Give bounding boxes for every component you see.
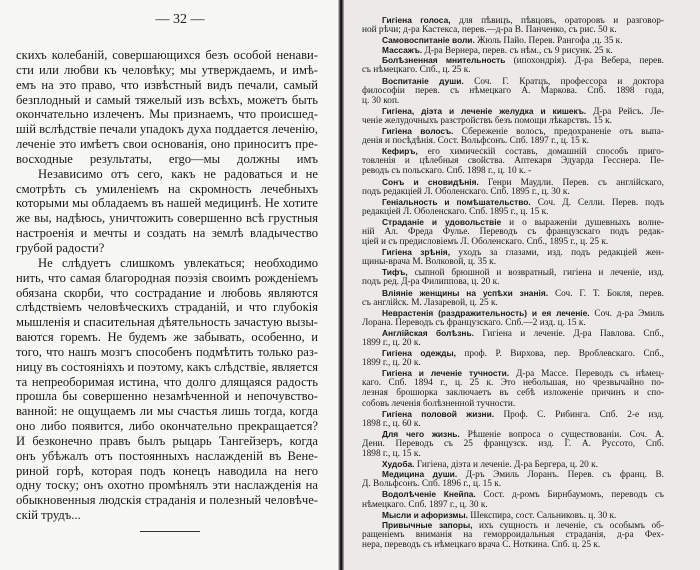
entry-line	[362, 126, 664, 136]
text-line: сти или любви къ человѣку; мы утверждаемъ, и имѣ-	[16, 62, 318, 77]
entry-line	[362, 388, 664, 398]
entry-text: каго. Спб. 1894 г., ц. 25 к. Это небольшая, но чрезвычайно по-	[362, 378, 664, 389]
text-line: восходные результаты, ergo—мы должны имъ	[16, 151, 318, 166]
entry-line	[362, 55, 664, 65]
entry-line	[362, 237, 664, 247]
entry-text: уходъ за глазами, изд. подъ редакціей жен-	[458, 248, 664, 258]
entry-title: Мысли и афоризмы.	[382, 509, 468, 520]
text-line: грубой радости?	[16, 240, 105, 255]
catalog-entry	[362, 45, 664, 55]
entry-line	[362, 318, 664, 328]
entry-line	[362, 76, 664, 86]
entry-text: Соч. Д. Селли. Перев. подъ	[537, 197, 664, 207]
entry-text: 1898 г., ц. 60 к.	[362, 418, 421, 429]
entry-line	[362, 177, 664, 187]
entry-line	[362, 217, 664, 227]
entry-line	[362, 106, 664, 116]
entry-line	[362, 419, 664, 429]
entry-text: ц. 30 коп.	[362, 95, 400, 106]
text-line: ницу въ состояніяхъ и поэтому, какъ слѣдствіе, является	[16, 359, 318, 374]
entry-text: товленія и цѣлебныя свойства. Аптекаря Эдуарда Гесснера. Пе-	[362, 156, 664, 167]
entry-title: Воспитаніе души.	[382, 75, 464, 86]
entry-line	[362, 328, 664, 338]
catalog-entry	[362, 288, 664, 308]
text-line: прошла бы совершенно незамѣченной и непочувство-	[16, 389, 318, 404]
entry-title: Гигіена волосъ.	[382, 126, 454, 137]
entry-text: ціей и съ предисловіемъ Л. Оболенскаго. Спб., 1895 г., ц. 25 к.	[362, 237, 609, 248]
entry-title: Болѣзненная мнительность	[382, 55, 506, 66]
entry-line	[362, 338, 664, 348]
entry-line	[362, 308, 664, 318]
entry-line	[362, 399, 664, 409]
text-line: емъ на это право, что извѣстный видъ печали, самый	[16, 77, 318, 92]
entry-line	[362, 409, 664, 419]
entry-text: Д-ра Рейсъ. Ле-	[593, 106, 664, 116]
text-line: настроенія и мечты и создать на землѣ владычество	[16, 226, 318, 241]
entry-text: Д. Вольфсонъ. Спб. 1896 г., ц. 15 к.	[362, 479, 502, 490]
text-line: нить, что самая благородная поэзія своимъ рожденіемъ	[16, 270, 318, 285]
text-line: ваются горемъ. Не будемъ же забывать, особенно, и	[16, 330, 318, 345]
entry-line	[362, 288, 664, 298]
text-line: одну тоску; онъ охотно промѣнялъ эти наслажденія на	[16, 478, 318, 493]
entry-line	[362, 146, 664, 156]
entry-text: (ипохондрія). Д-ра Вебера, перев.	[513, 56, 664, 66]
entry-text: ной рѣчи; д-ра Кастекса, перев.—д-ра В. Панченко, съ рис. 50 к.	[362, 25, 617, 36]
entry-title: Англійская болѣзнь.	[382, 327, 474, 338]
entry-line	[362, 298, 664, 308]
entry-text: 1899 г., ц. 20 к.	[362, 338, 421, 348]
entry-text: денія и посѣдѣнія. Сост. Вольфсонъ. Спб. 1897 г., ц. 15 к.	[362, 136, 589, 147]
entry-line	[362, 267, 664, 277]
entry-title: Гигіена зрѣнія,	[382, 247, 451, 258]
text-line: Независимо отъ сего, какъ не радоваться и не	[38, 166, 318, 181]
text-line: обязана скорби, что сострадание и любовь являются	[16, 285, 318, 300]
entry-text: съ нѣмецкаго. Спб., ц. 25 к.	[362, 65, 471, 76]
catalog-entry	[362, 106, 664, 126]
catalog-entry	[362, 308, 664, 328]
entry-line	[362, 35, 664, 45]
entry-line	[362, 227, 664, 237]
entry-text: Соч. Г. Кратцъ, профессора и доктора	[474, 76, 664, 86]
entry-line	[362, 15, 664, 25]
text-line: та непреоборимая истина, что долго длящаяся радость	[16, 374, 318, 389]
catalog-entry	[362, 217, 664, 247]
entry-text: философіи перев. съ нѣмецкаго А. Маркова. Спб. 1898 года,	[362, 85, 664, 96]
entry-text: Д-ра Массе. Переводъ съ нѣмец-	[516, 369, 664, 379]
entry-title: Водолѣченіе Кнейпа.	[382, 489, 476, 500]
entry-text: Лорана. Переводъ съ французскаго. Спб.—2 изд. ц. 15 к.	[362, 317, 586, 328]
entry-line	[362, 358, 664, 368]
entry-line	[362, 368, 664, 378]
entry-text: редакціей Л. Оболенскаго. Спб. 1895 г., ц. 15 к.	[362, 206, 549, 217]
catalog-entry	[362, 76, 664, 106]
catalog-entry	[362, 35, 664, 45]
entry-title: Гигіена половой жизни.	[382, 408, 495, 419]
entry-text: нера, переводъ съ нѣмецкаго врача С. Ноткина. Спб. ц. 25 к.	[362, 539, 601, 550]
entry-text: съ англійск. М. Лазаревой, ц. 25 к.	[362, 297, 498, 308]
entry-title: Сонъ и сновидѣнія.	[382, 176, 479, 187]
entry-line	[362, 510, 664, 520]
entry-text: ихъ сущность и леченіе, съ особымъ об-	[479, 520, 664, 530]
entry-text: Дени. Переводъ съ 25 французск. изд. Г. А. Руссото, Спб.	[362, 438, 664, 449]
entry-line	[362, 439, 664, 449]
entry-line	[362, 257, 664, 267]
entry-text: ченіе желудочныхъ разстройствъ безъ помощи лѣкарствъ. 15 к.	[362, 115, 612, 126]
text-line: леченіе это имѣетъ свои основанія, оно приноситъ пре-	[16, 137, 318, 152]
catalog-entry	[362, 368, 664, 408]
text-line: окончательно излеченъ. Мы признаемъ, что происшед-	[16, 107, 318, 122]
entry-title: Массажъ.	[382, 45, 423, 56]
catalog-entry	[362, 146, 664, 176]
entry-line	[362, 207, 664, 217]
entry-text: Сбереженіе волосъ, предохраненіе отъ выпа-	[461, 127, 664, 137]
entry-line	[362, 540, 664, 550]
entry-title: Гигіена и леченіе тучности.	[382, 368, 510, 379]
entry-line	[362, 277, 664, 287]
catalog-entry	[362, 459, 664, 469]
text-line: обыкновенныя людскія страданія и полезный человѣче-	[16, 493, 318, 508]
entry-text: 1898 г., ц. 15 к.	[362, 449, 421, 460]
entry-text: 1899 г., ц. 20 к.	[362, 358, 421, 369]
catalog-entry	[362, 510, 664, 520]
entry-text: и о выраженіи душевныхъ волне-	[509, 217, 664, 227]
entry-text: Гигіена, діэта и леченіе. Д-ра Бергера, ц. 20 к.	[416, 460, 598, 470]
catalog-entry	[362, 469, 664, 489]
entry-text: для пѣвицъ, пѣвцовъ, ораторовъ и разговор-	[459, 16, 664, 26]
entry-line	[362, 187, 664, 197]
entry-title: Неврастенія (раздражительность) и ея леченіе.	[382, 307, 590, 318]
entry-line	[362, 469, 664, 479]
entry-line	[362, 247, 664, 257]
catalog-entry	[362, 247, 664, 267]
entry-title: Тифъ,	[382, 267, 408, 278]
entry-text: подъ ред. Д-ра Филиппова, ц. 20 к.	[362, 277, 500, 288]
entry-title: Вліяніе женщины на успѣхи знанія.	[382, 287, 549, 298]
text-line: того, что нашъ мозгъ способенъ подмѣтить только раз-	[16, 344, 318, 359]
entry-title: Геніальность и помѣшательство.	[382, 196, 531, 207]
entry-line	[362, 25, 664, 35]
text-line: шій вслѣдствіе печали упадокъ духа поддается леченію,	[16, 122, 318, 137]
entry-line	[362, 449, 664, 459]
catalog-entry	[362, 126, 664, 146]
text-line: оно либо появится, либо окончательно прекращается?	[16, 419, 318, 434]
catalog-entry	[362, 520, 664, 550]
entry-line	[362, 96, 664, 106]
text-line: скихъ колебаній, совершающихся безъ особой ненави-	[16, 48, 318, 62]
section-divider	[140, 531, 200, 532]
text-line: мышленія и спасительная дѣятельность зачастую вызы-	[16, 315, 318, 330]
text-line: скій трудъ...	[16, 508, 81, 523]
entry-text: нѣмецкаго. Спб. 1897 г., ц. 30 к.	[362, 499, 488, 510]
entry-line	[362, 429, 664, 439]
catalog-entry	[362, 267, 664, 287]
entry-text: ній Ал. Фреда Фулье. Переводъ съ французскаго подъ редак-	[362, 226, 664, 237]
entry-text: Соч. Г. Т. Бокля, перев.	[554, 288, 664, 298]
catalog-entry	[362, 429, 664, 459]
entry-line	[362, 166, 664, 176]
entry-text: Соч. д-ра Эмиль	[594, 308, 664, 318]
entry-text: Сост. д-ромъ Бирнбаумомъ, переводъ съ	[483, 490, 664, 500]
catalog-entry	[362, 177, 664, 197]
book-catalog-list	[362, 15, 664, 550]
text-line: И безконечно правъ былъ рыцарь Тангейзеръ, когда	[16, 433, 318, 448]
catalog-entry	[362, 197, 664, 217]
entry-title: Гигіена одежды,	[382, 348, 456, 359]
entry-text: собовъ леченія болѣзненной тучности.	[362, 398, 516, 409]
page-number: — 32 —	[155, 12, 205, 27]
left-page-text	[16, 48, 318, 523]
entry-text: проф. Р. Вирхова, пер. Вроблевскаго. Спб.,	[464, 349, 664, 359]
text-line: риной горѣ, которая подъ конецъ наводила на него	[16, 463, 318, 478]
entry-text: сыпной брюшной и возвратный, гигіена и леченіе, изд.	[414, 268, 664, 278]
entry-line	[362, 116, 664, 126]
entry-line	[362, 45, 664, 55]
entry-text: Проф. С. Рибинга. Спб. 2-е изд.	[503, 409, 664, 419]
entry-title: Для чего жизнь.	[382, 428, 460, 439]
entry-line	[362, 156, 664, 166]
entry-title: Худоба.	[382, 459, 415, 470]
entry-text: Д-ръ Эмиль Лоранъ. Перев. съ франц. В.	[465, 470, 664, 480]
entry-text: Генри Маудли. Перев. съ англійскаго,	[488, 177, 664, 187]
entry-line	[362, 520, 664, 530]
entry-line	[362, 489, 664, 499]
entry-title: Гигіена голоса,	[382, 15, 451, 25]
catalog-entry	[362, 15, 664, 35]
text-line: которыми мы обладаемъ въ нашей медицинѣ. Не хотите	[16, 196, 318, 211]
catalog-entry	[362, 348, 664, 368]
entry-line	[362, 197, 664, 207]
left-page	[0, 0, 342, 570]
entry-text: Гигіена и леченіе. Д-ра Павлова. Спб.,	[482, 328, 664, 338]
text-line: ванной: не ощущаемъ ли мы счастья лишь тогда, когда	[16, 404, 318, 419]
entry-line	[362, 459, 664, 469]
catalog-entry	[362, 489, 664, 509]
catalog-entry	[362, 55, 664, 75]
entry-line	[362, 530, 664, 540]
entry-line	[362, 378, 664, 388]
entry-title: Привычные запоры,	[382, 519, 473, 530]
catalog-entry	[362, 328, 664, 348]
text-line: онъ убѣжалъ отъ постоянныхъ наслажденій въ Вене-	[16, 448, 318, 463]
entry-text: реводъ съ польскаго. Спб. 1898 г., ц. 10 к. -	[362, 166, 532, 177]
text-line: безплодный и самый тяжелый изъ всѣхъ, можетъ быть	[16, 92, 318, 107]
entry-text: щины-врача М. Волковой, ц. 35 к.	[362, 257, 497, 268]
entry-text: лезная брошюрка заключаетъ въ себѣ изложеніе причинъ и спо-	[362, 388, 664, 399]
entry-title: Гигіена, діэта и леченіе желудка и кишекъ.	[382, 105, 587, 116]
text-line: смотрѣть съ умиленіемъ на скромность лечебныхъ	[16, 181, 318, 196]
entry-line	[362, 86, 664, 96]
entry-line	[362, 479, 664, 489]
entry-line	[362, 65, 664, 75]
entry-title: Страданіе и удовольствіе	[382, 216, 502, 227]
entry-title: Самовоспитаніе воли.	[382, 35, 475, 46]
entry-line	[362, 348, 664, 358]
entry-line	[362, 136, 664, 146]
catalog-entry	[362, 409, 664, 429]
entry-text: подъ редакціей Л. Оболенскаго. Спб. 1895 г., ц. 30 к.	[362, 186, 570, 197]
entry-text: ращеніемъ вниманія на геморроидальныя страданія, д-ра Фех-	[362, 529, 664, 540]
entry-text: Д-ра Вернера, перев. съ нѣм., съ 9 рисунк. 25 к.	[424, 46, 613, 56]
text-line: слѣдствіемъ человѣческихъ страданій, и что глубокія	[16, 300, 318, 315]
entry-line	[362, 500, 664, 510]
entry-text: Рѣшеніе вопроса о существованіи. Соч. А.	[467, 429, 664, 439]
entry-title: Кефиръ,	[382, 146, 418, 157]
text-line: Не слѣдуетъ слишкомъ увлекаться; необходимо	[38, 255, 318, 270]
entry-text: Жюль Пайо. Перев. Рангофа ,ц. 35 к.	[477, 36, 623, 46]
text-line: же вы, надѣюсь, уничтожить совершенно всѣ грустныя	[16, 211, 318, 226]
entry-title: Медицина души.	[382, 469, 458, 480]
entry-text: его химическій составъ, домашній способъ приго-	[427, 147, 664, 157]
entry-text: Шекспира, сост. Сальниковъ. ц. 30 к.	[470, 510, 617, 520]
